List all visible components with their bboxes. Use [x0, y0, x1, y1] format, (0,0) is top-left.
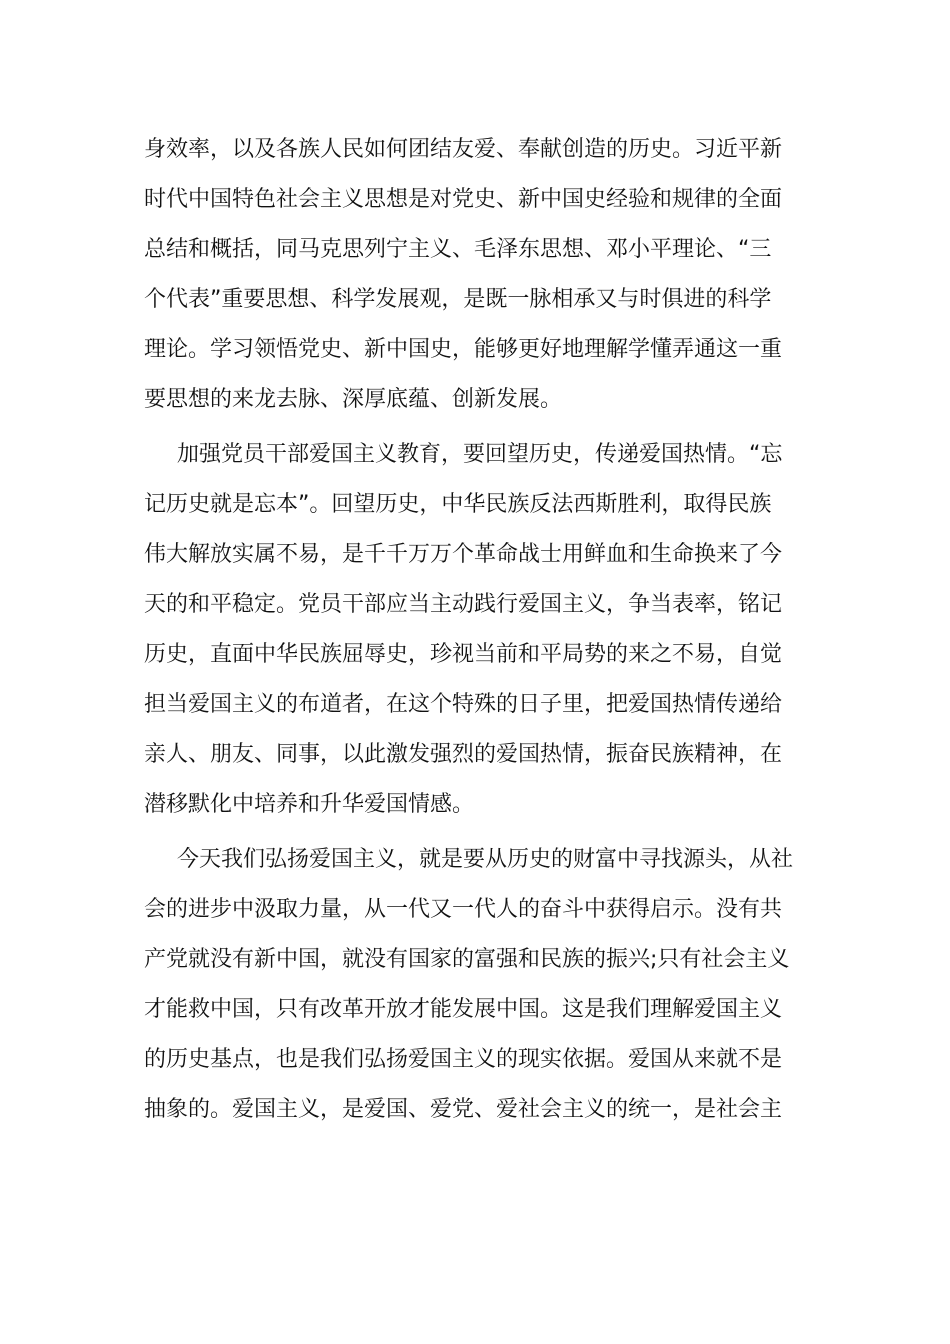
- paragraph-line: 个代表”重要思想、科学发展观，是既一脉相承又与时俱进的科学: [144, 287, 772, 312]
- paragraph-line: 才能救中国，只有改革开放才能发展中国。这是我们理解爱国主义: [144, 997, 783, 1022]
- paragraph-line: 潜移默化中培养和升华爱国情感。: [144, 792, 475, 817]
- paragraph-line: 的历史基点，也是我们弘扬爱国主义的现实依据。爱国从来就不是: [144, 1047, 783, 1072]
- paragraph-line: 身效率，以及各族人民如何团结友爱、奉献创造的历史。习近平新: [144, 137, 783, 162]
- paragraph-line: 理论。学习领悟党史、新中国史，能够更好地理解学懂弄通这一重: [144, 337, 783, 362]
- paragraph-line: 会的进步中汲取力量，从一代又一代人的奋斗中获得启示。没有共: [144, 897, 783, 922]
- paragraph-line: 抽象的。爱国主义，是爱国、爱党、爱社会主义的统一，是社会主: [144, 1097, 783, 1122]
- paragraph-line: 担当爱国主义的布道者，在这个特殊的日子里，把爱国热情传递给: [144, 692, 783, 717]
- paragraph-line: 伟大解放实属不易，是千千万万个革命战士用鲜血和生命换来了今: [144, 542, 783, 567]
- paragraph-line: 今天我们弘扬爱国主义，就是要从历史的财富中寻找源头，从社: [177, 847, 794, 872]
- paragraph-line: 产党就没有新中国，就没有国家的富强和民族的振兴;只有社会主义: [144, 947, 790, 972]
- paragraph-line: 天的和平稳定。党员干部应当主动践行爱国主义，争当表率，铭记: [144, 592, 783, 617]
- paragraph-line: 历史，直面中华民族屈辱史，珍视当前和平局势的来之不易，自觉: [144, 642, 783, 667]
- paragraph-line: 总结和概括，同马克思列宁主义、毛泽东思想、邓小平理论、“三: [144, 237, 772, 262]
- paragraph-line: 时代中国特色社会主义思想是对党史、新中国史经验和规律的全面: [144, 187, 783, 212]
- paragraph-line: 亲人、朋友、同事，以此激发强烈的爱国热情，振奋民族精神，在: [144, 742, 783, 767]
- paragraph-line: 加强党员干部爱国主义教育，要回望历史，传递爱国热情。“忘: [177, 442, 783, 467]
- paragraph-line: 记历史就是忘本”。回望历史，中华民族反法西斯胜利，取得民族: [144, 492, 772, 517]
- paragraph-line: 要思想的来龙去脉、深厚底蕴、创新发展。: [144, 387, 563, 412]
